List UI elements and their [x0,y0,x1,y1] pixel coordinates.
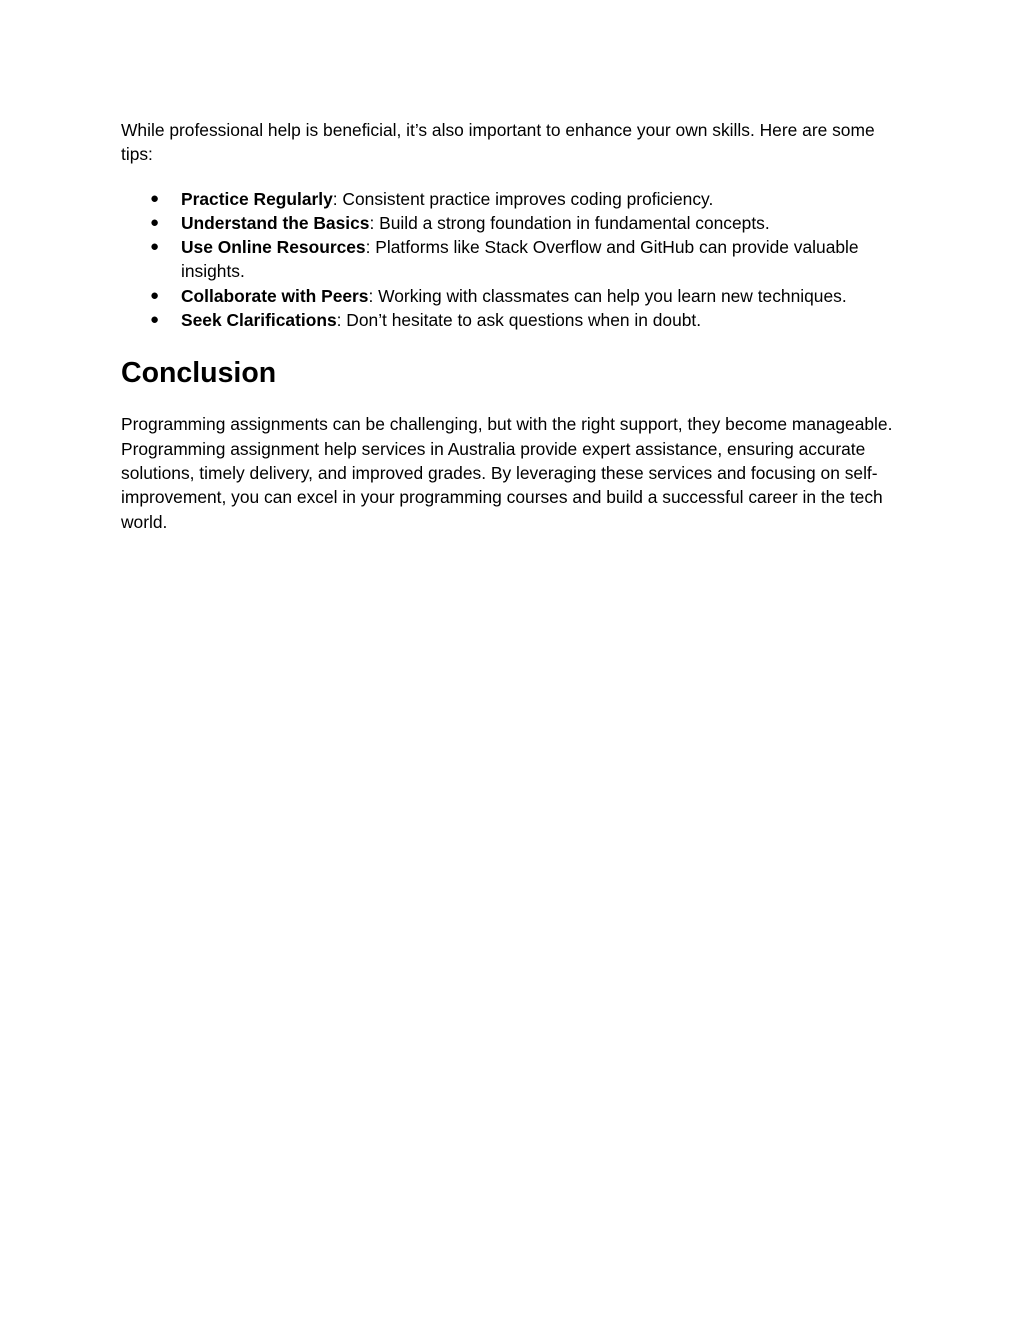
list-item [121,211,911,235]
bullet-icon: ● [150,213,160,231]
tip-text: : Consistent practice improves coding proficiency. [332,188,714,209]
list-item [121,235,911,284]
tip-term: Use Online Resources [181,237,366,258]
conclusion-heading: Conclusion [121,357,277,390]
bullet-icon: ● [150,311,160,329]
bullet-icon: ● [150,189,160,207]
tip-text: : Platforms like Stack Overflow and GitHub can provide valuable insights. [181,237,859,282]
list-item [121,284,911,308]
tips-list [121,187,911,333]
tip-term: Seek Clarifications [181,310,337,331]
list-item [121,187,911,211]
tip-term: Practice Regularly [181,188,333,209]
tip-term: Collaborate with Peers [181,285,369,306]
intro-paragraph: While professional help is beneficial, it’s also important to enhance your own skills. Here are some tips: [121,120,875,165]
tip-text: : Don’t hesitate to ask questions when in doubt. [336,310,702,331]
tip-text: : Working with classmates can help you learn new techniques. [368,285,847,306]
list-item [121,308,911,332]
bullet-icon: ● [150,286,160,304]
tip-term: Understand the Basics [181,212,370,233]
document-page [121,118,911,534]
bullet-icon: ● [150,238,160,256]
tip-text: : Build a strong foundation in fundamental concepts. [369,212,770,233]
conclusion-paragraph: Programming assignments can be challenging, but with the right support, they become manageable. Programming assignment help services in Australia provide expert assistance, ensuring accurate solutions, timely delivery, and improved grades. By leveraging these services and focusing on self-improvement, you can excel in your programming courses and build a successful career in the tech world. [121,414,893,532]
